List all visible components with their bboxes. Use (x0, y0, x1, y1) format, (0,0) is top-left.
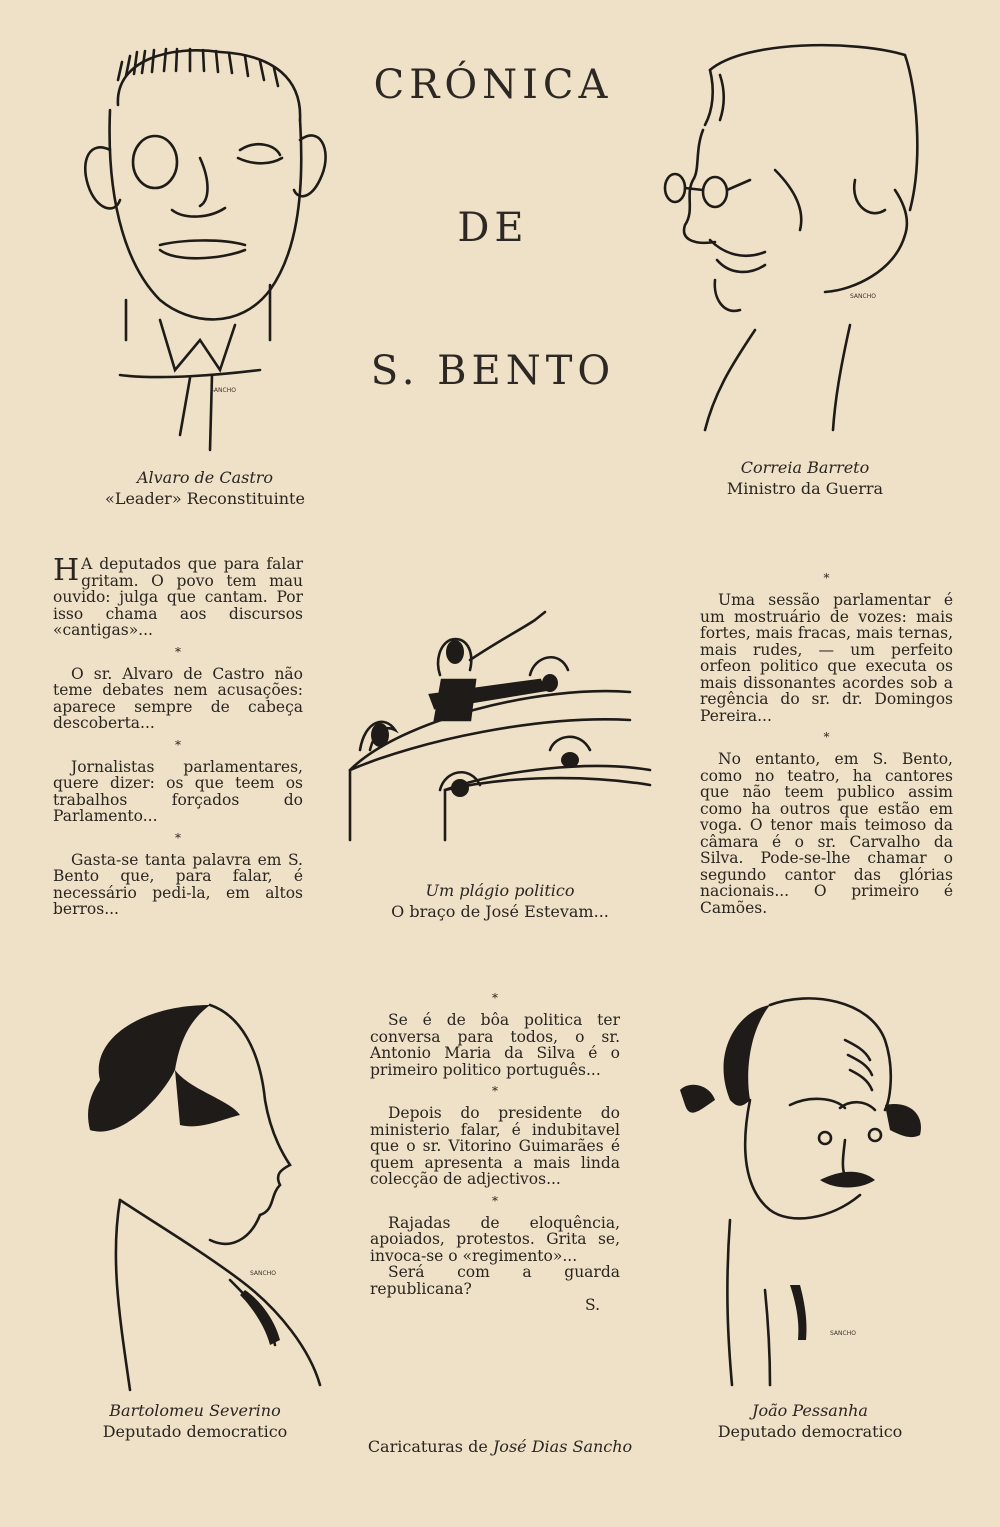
credit-prefix: Caricaturas de (367, 1437, 488, 1456)
caption-name: João Pessanha (752, 1401, 868, 1420)
caption-bartolomeu-severino (70, 1400, 320, 1442)
separator-star: * (175, 737, 181, 752)
caption-joao-pessanha (685, 1400, 935, 1442)
separator-star: * (823, 730, 830, 744)
paragraph: Gasta-se tanta palavra em S. Bento que, para falar, é necessário pedi-la, em altos berros... (53, 850, 303, 918)
caption-role: Ministro da Guerra (726, 479, 884, 498)
paragraph: Rajadas de eloquência, apoiados, protestos. Grita se, invoca-se o «regimento»... (370, 1213, 620, 1265)
caricature-joao-pessanha (670, 990, 940, 1390)
caption-role: Deputado democratico (102, 1422, 288, 1441)
paragraph: O sr. Alvaro de Castro não teme debates nem acusações: aparece sempre de cabeça descoberta... (53, 664, 303, 732)
separator-star: * (823, 571, 830, 585)
caption-role: «Leader» Reconstituinte (105, 489, 305, 508)
separator-star: * (492, 991, 498, 1005)
paragraph: Uma sessão parlamentar é um mostruário de vozes: mais fortes, mais fracas, mais ternas, mais rudes, — um perfeito orfeon politico que executa os mais dissonantes acordes sob a regência do sr. dr. Domingos Pereira... (700, 591, 953, 725)
paragraph: No entanto, em S. Bento, como no teatro, ha cantores que não teem publico assim como ha outros que estão em voga. O tenor mais teimoso da câmara é o sr. Carvalho da Silva. Pode-se-lhe chamar o segundo cantor das glórias nacionais... O primeiro é Camões. (700, 750, 953, 917)
paragraph: H A deputados que para falar gritam. O povo tem mau ouvido: julga que cantam. Por isso chama aos discursos «cantigas»... (53, 553, 303, 639)
separator-star: * (492, 1084, 498, 1098)
title-de: DE (457, 205, 529, 251)
title-s-bento: S. BENTO (370, 348, 616, 394)
paragraph: Será com a guarda republicana? (370, 1263, 620, 1298)
signature-sancho: SANCHO (850, 293, 876, 300)
credit-author: José Dias Sancho (492, 1437, 633, 1456)
caption-name: Bartolomeu Severino (109, 1401, 281, 1420)
paragraph: Se é de bôa politica ter conversa para todos, o sr. Antonio Maria da Silva é o primeiro politico português... (370, 1011, 620, 1079)
caption-name: Um plágio politico (425, 881, 575, 900)
caption-role: Deputado democratico (717, 1422, 903, 1441)
signature-sancho: SANCHO (210, 387, 236, 394)
signature-sancho: SANCHO (830, 1330, 856, 1337)
middle-column (370, 985, 620, 1314)
caption-plagio-politico (375, 880, 625, 922)
separator-star: * (492, 1193, 498, 1208)
caption-role: O braço de José Estevam... (391, 902, 609, 921)
caption-name: Correia Barreto (740, 458, 870, 477)
signature-sancho: SANCHO (250, 1270, 276, 1277)
paragraph: Depois do presidente do ministerio falar, é indubitavel que o sr. Vitorino Guimarães é quem apresenta a mais linda colecção de adjectivos... (370, 1104, 620, 1188)
caricature-correia-barreto (655, 30, 945, 440)
caricature-alvaro-de-castro (60, 40, 350, 460)
paragraph: Jornalistas parlamentares, quere dizer: os que teem os trabalhos forçados do Parlamento... (53, 757, 303, 825)
caption-correia-barreto (680, 457, 930, 499)
signature-s: S. (585, 1296, 600, 1314)
caption-name: Alvaro de Castro (136, 468, 274, 487)
caption-alvaro-de-castro (80, 467, 330, 509)
credit-line (300, 1437, 700, 1456)
illustration-plagio-politico (340, 600, 660, 860)
caricature-bartolomeu-severino (80, 1000, 330, 1390)
right-column (700, 565, 953, 916)
drop-cap: H (53, 553, 80, 588)
left-column (53, 553, 303, 918)
separator-star: * (175, 830, 181, 845)
title-cronica: CRÓNICA (373, 62, 613, 108)
separator-star: * (175, 644, 181, 659)
